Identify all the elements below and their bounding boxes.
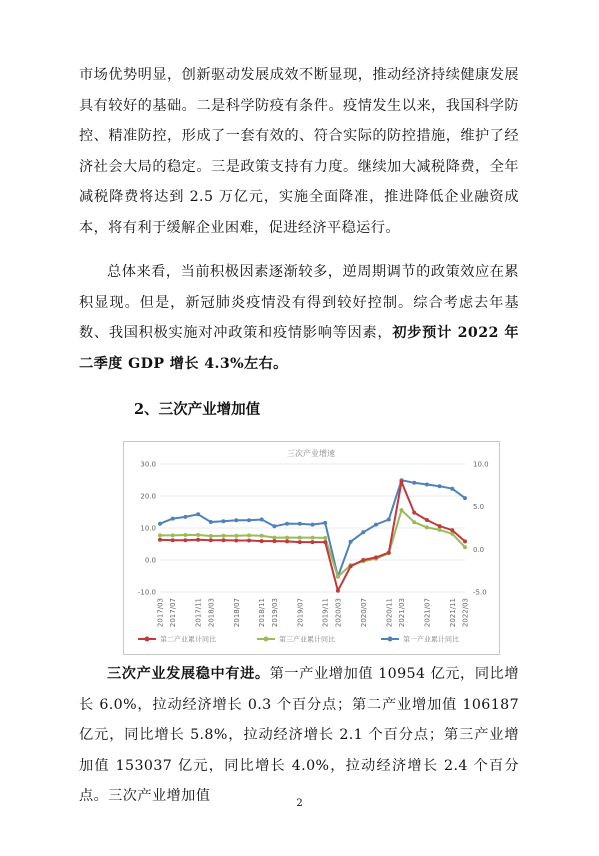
- x-axis-tick-label: 2020/03: [334, 598, 343, 628]
- x-axis-tick-label: 2018/07: [232, 598, 241, 628]
- legend-swatch-marker: [264, 637, 269, 642]
- data-point: [298, 522, 302, 526]
- x-axis-tick-label: 2020/07: [359, 598, 368, 628]
- data-point: [260, 518, 264, 522]
- data-point: [463, 545, 467, 549]
- data-point: [247, 533, 251, 537]
- data-point: [323, 536, 327, 540]
- paragraph-3-text: 第一产业增加值 10954 亿元，同比增长 6.0%，拉动经济增长 0.3 个百分点；第二产业增加值 106187 亿元，同比增长 5.8%，拉动经济增长 2.1 个百分点；第三产业增加值 153037 亿元，同比增长 4.0%，拉动经济增长 2.4 个百分点。三次产业增加值: [79, 666, 519, 804]
- data-point: [260, 539, 264, 543]
- data-point: [336, 589, 340, 593]
- data-point: [222, 519, 226, 523]
- data-point: [247, 539, 251, 543]
- legend-swatch-marker: [145, 637, 150, 642]
- right-axis-tick-label: 0.0: [473, 545, 485, 554]
- paragraph-body-2: [79, 257, 519, 379]
- paragraph-body-1: 市场优势明显，创新驱动发展成效不断显现，推动经济持续健康发展具有较好的基础。二是科学防疫有条件。疫情发生以来，我国科学防控、精准防控，形成了一套有效的、符合实际的防控措施，维护了经济社会大局的稳定。三是政策支持有力度。继续加大减税降费，全年减税降费将达到 2.5 万亿元，实施全面降准，推进降低企业融资成本，将有利于缓解企业困难，促进经济平稳运行。: [79, 67, 519, 236]
- legend-label: 第三产业累计同比: [279, 635, 335, 644]
- paragraph-2-bold: 初步预计 2022 年二季度 GDP 增长 4.3%左右。: [79, 325, 520, 372]
- chart-legend: [138, 635, 459, 644]
- data-point: [272, 539, 276, 543]
- data-point: [387, 551, 391, 555]
- data-point: [336, 575, 340, 579]
- industry-growth-chart: [123, 441, 500, 655]
- left-axis-tick-label: 30.0: [140, 460, 156, 469]
- x-axis-tick-label: 2020/11: [385, 598, 394, 628]
- data-point: [412, 511, 416, 515]
- data-point: [196, 512, 200, 516]
- data-point: [234, 534, 238, 538]
- x-axis-tick-label: 2021/07: [423, 598, 432, 628]
- data-point: [361, 530, 365, 534]
- data-point: [209, 538, 213, 542]
- x-axis-tick-label: 2021/03: [397, 598, 406, 628]
- legend-swatch-marker: [388, 637, 393, 642]
- data-point: [222, 534, 226, 538]
- data-point: [298, 540, 302, 544]
- data-point: [285, 539, 289, 543]
- x-axis-tick-label: 2018/11: [258, 598, 267, 628]
- x-axis-tick-label: 2019/03: [270, 598, 279, 628]
- data-point: [285, 536, 289, 540]
- left-axis-tick-label: 10.0: [140, 524, 156, 533]
- x-axis-tick-label: 2022/03: [461, 598, 470, 628]
- chart-title: 三次产业增速: [287, 449, 335, 458]
- paragraph-2-text: 总体来看，当前积极因素逐渐较多，逆周期调节的政策效应在累积显现。但是，新冠肺炎疫情没有得到较好控制。综合考虑去年基数、我国积极实施对冲政策和疫情影响等因素，: [79, 264, 519, 341]
- x-axis-tick-label: 2018/03: [207, 598, 216, 628]
- data-point: [425, 525, 429, 529]
- data-point: [183, 515, 187, 519]
- data-point: [323, 521, 327, 525]
- x-axis-tick-label: 2019/07: [296, 598, 305, 628]
- data-point: [323, 540, 327, 544]
- data-point: [272, 536, 276, 540]
- legend-label: 第二产业累计同比: [160, 635, 216, 644]
- data-point: [311, 536, 315, 540]
- x-axis-tick-label: 2017/03: [156, 598, 165, 628]
- data-point: [209, 520, 213, 524]
- data-point: [463, 539, 467, 543]
- data-point: [349, 540, 353, 544]
- x-axis-tick-label: 2017/11: [194, 598, 203, 628]
- chart-series: [158, 478, 467, 593]
- data-point: [374, 523, 378, 527]
- chart-svg: [124, 442, 499, 654]
- data-point: [272, 524, 276, 528]
- data-point: [260, 534, 264, 538]
- data-point: [400, 508, 404, 512]
- data-point: [196, 533, 200, 537]
- data-point: [247, 518, 251, 522]
- data-point: [412, 481, 416, 485]
- data-point: [171, 533, 175, 537]
- paragraph-body-3: [79, 659, 519, 812]
- data-point: [171, 517, 175, 521]
- data-point: [349, 564, 353, 568]
- right-axis-tick-label: 10.0: [473, 460, 489, 469]
- right-axis-tick-label: 5.0: [473, 503, 485, 512]
- right-axis-tick-label: -5.0: [473, 588, 487, 597]
- data-point: [171, 538, 175, 542]
- data-point: [158, 522, 162, 526]
- paragraph-3-bold: 三次产业发展稳中有进。: [107, 666, 270, 682]
- data-point: [183, 533, 187, 537]
- data-point: [361, 558, 365, 562]
- left-axis-tick-label: 0.0: [144, 556, 156, 565]
- data-point: [438, 524, 442, 528]
- data-point: [234, 518, 238, 522]
- data-point: [234, 539, 238, 543]
- data-point: [196, 538, 200, 542]
- data-point: [438, 484, 442, 488]
- legend-label: 第一产业累计同比: [403, 635, 459, 644]
- data-point: [311, 540, 315, 544]
- data-point: [425, 518, 429, 522]
- data-point: [463, 496, 467, 500]
- data-point: [450, 487, 454, 491]
- series-line: [160, 480, 465, 576]
- data-point: [387, 518, 391, 522]
- data-point: [412, 520, 416, 524]
- left-axis-tick-label: 20.0: [140, 492, 156, 501]
- data-point: [374, 555, 378, 559]
- data-point: [298, 536, 302, 540]
- data-point: [438, 528, 442, 532]
- data-point: [158, 533, 162, 537]
- x-axis-tick-label: 2019/11: [321, 598, 330, 628]
- left-axis-tick-label: -10.0: [137, 588, 156, 597]
- data-point: [450, 528, 454, 532]
- data-point: [222, 538, 226, 542]
- data-point: [209, 534, 213, 538]
- x-axis-tick-label: 2017/07: [169, 598, 178, 628]
- section-heading: 2、三次产业增加值: [134, 401, 261, 418]
- data-point: [425, 483, 429, 487]
- data-point: [285, 522, 289, 526]
- data-point: [183, 538, 187, 542]
- page-number: 2: [296, 798, 303, 809]
- data-point: [311, 523, 315, 527]
- x-axis-tick-label: 2021/11: [448, 598, 457, 628]
- data-point: [400, 480, 404, 484]
- data-point: [158, 538, 162, 542]
